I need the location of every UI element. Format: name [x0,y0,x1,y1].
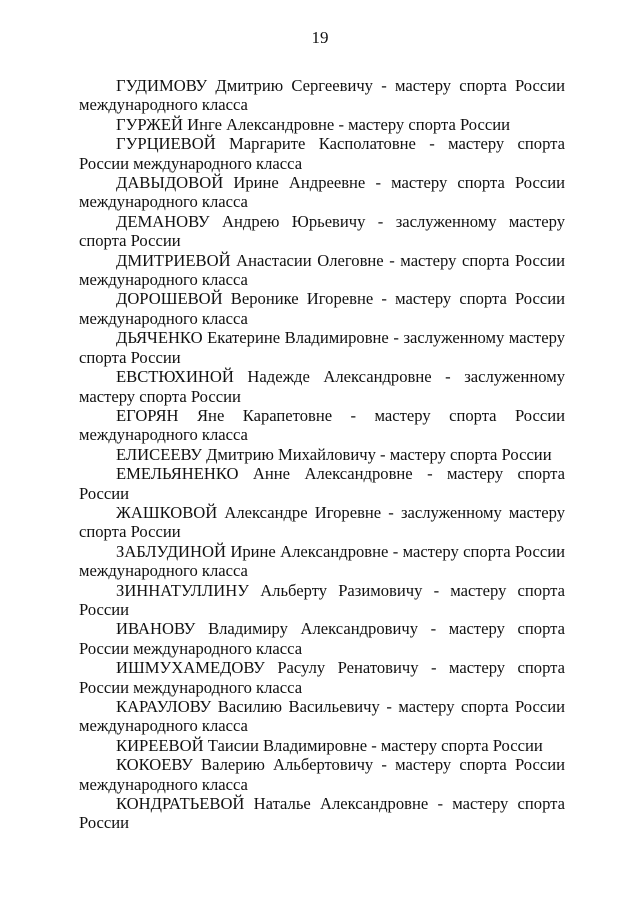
list-item: КОКОЕВУ Валерию Альбертовичу - мастеру спорта России международного класса [79,755,565,794]
list-item: ЗАБЛУДИНОЙ Ирине Александровне - мастеру спорта России международного класса [79,541,565,581]
page-number: 19 [311,28,329,47]
list-item: КАРАУЛОВУ Василию Васильевичу - мастеру спорта России международного класса [79,697,565,736]
list-item: ИВАНОВУ Владимиру Александровичу - мастеру спорта России международного класса [79,619,565,658]
list-item: ДМИТРИЕВОЙ Анастасии Олеговне - мастеру спорта России международного класса [79,250,565,290]
list-item: ДЬЯЧЕНКО Екатерине Владимировне - заслуженному мастеру спорта России [79,328,565,367]
list-item: ДОРОШЕВОЙ Веронике Игоревне - мастеру спорта России международного класса [79,289,565,328]
list-item: ИШМУХАМЕДОВУ Расулу Ренатовичу - мастеру спорта России международного класса [79,658,565,697]
award-list [79,76,565,833]
list-item: ГУРЖЕЙ Инге Александровне - мастеру спорта России [116,114,510,134]
list-item: ЗИННАТУЛЛИНУ Альберту Разимовичу - мастеру спорта России [79,580,565,619]
list-item: ГУРЦИЕВОЙ Маргарите Касполатовне - мастеру спорта России международного класса [79,134,565,173]
list-item: ЕМЕЛЬЯНЕНКО Анне Александровне - мастеру спорта России [79,464,565,503]
list-item: ДАВЫДОВОЙ Ирине Андреевне - мастеру спорта России международного класса [79,173,565,212]
list-item: ДЕМАНОВУ Андрею Юрьевичу - заслуженному мастеру спорта России [79,211,565,251]
list-item: ЕГОРЯН Яне Карапетовне - мастеру спорта России международного класса [79,405,565,445]
list-item: ЕВСТЮХИНОЙ Надежде Александровне - заслуженному мастеру спорта России [79,367,565,406]
list-item: ЕЛИСЕЕВУ Дмитрию Михайловичу - мастеру спорта России [116,444,552,464]
list-item: КИРЕЕВОЙ Таисии Владимировне - мастеру спорта России [116,735,543,755]
list-item: ЖАШКОВОЙ Александре Игоревне - заслуженному мастеру спорта России [79,502,565,542]
list-item: ГУДИМОВУ Дмитрию Сергеевичу - мастеру спорта России международного класса [79,76,565,115]
list-item: КОНДРАТЬЕВОЙ Наталье Александровне - мастеру спорта России [79,794,565,833]
